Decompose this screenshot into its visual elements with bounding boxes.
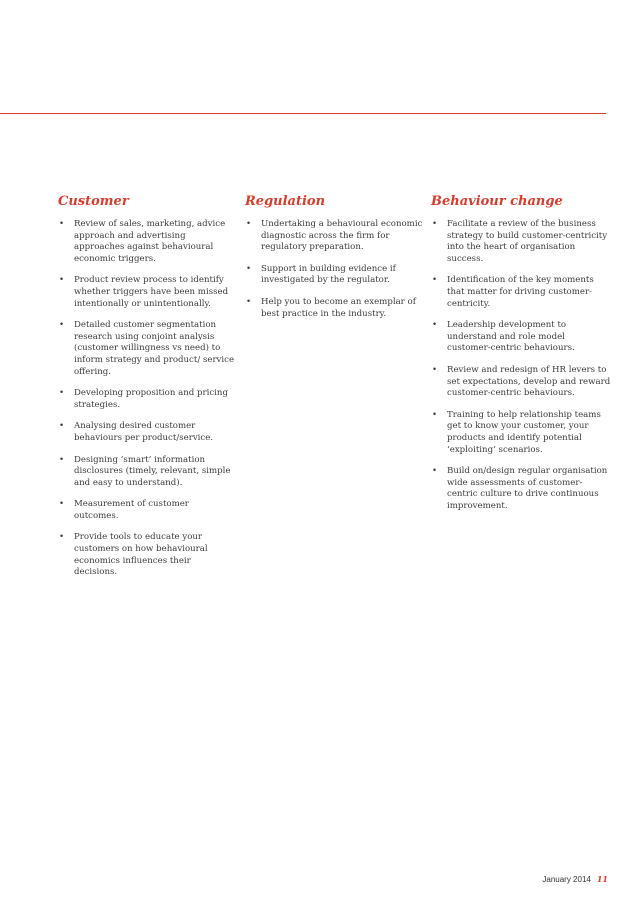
column-title: Behaviour change xyxy=(431,194,563,209)
bullet-icon: • xyxy=(246,296,252,307)
list-item: • Analysing desired customer behaviours per product/service. xyxy=(59,421,214,443)
bullet-icon: • xyxy=(59,219,65,229)
bullet-icon: • xyxy=(246,263,252,274)
top-divider-rule xyxy=(0,113,606,114)
column-title: Regulation xyxy=(245,194,326,209)
bullet-icon: • xyxy=(432,364,438,375)
list-item: • Undertaking a behavioural economic diagnostic across the firm for regulatory preparation. xyxy=(246,219,423,253)
bullet-list xyxy=(58,219,236,579)
bullet-icon: • xyxy=(59,320,65,331)
bullet-icon: • xyxy=(246,219,252,229)
list-item: • Support in building evidence if investigated by the regulator. xyxy=(246,263,396,286)
bullet-list xyxy=(245,219,423,320)
list-item: • Build on/design regular organisation wide assessments of customer-centric culture to drive continuous improvement. xyxy=(432,466,608,511)
list-item: • Leadership development to understand and role model customer-centric behaviours. xyxy=(432,320,575,354)
list-item: • Training to help relationship teams get to know your customer, your products and identify potential ‘exploiting’ scenarios. xyxy=(432,409,601,455)
bullet-icon: • xyxy=(432,275,438,286)
list-item: • Review of sales, marketing, advice approach and advertising approaches against behavioural economic triggers. xyxy=(59,219,226,264)
list-item: • Designing ‘smart’ information disclosures (timely, relevant, simple and easy to understand). xyxy=(59,454,231,488)
bullet-list xyxy=(431,219,611,512)
list-item: • Identification of the key moments that matter for driving customer-centricity. xyxy=(432,275,594,309)
list-item: • Product review process to identify whether triggers have been missed intentionally or unintentionally. xyxy=(59,275,229,309)
column-regulation xyxy=(245,194,423,330)
bullet-icon: • xyxy=(59,532,65,543)
bullet-icon: • xyxy=(432,466,438,477)
column-title: Customer xyxy=(58,194,129,209)
bullet-icon: • xyxy=(432,219,438,229)
list-item: • Developing proposition and pricing strategies. xyxy=(59,388,228,410)
bullet-icon: • xyxy=(59,454,65,465)
list-item: • Measurement of customer outcomes. xyxy=(59,499,189,521)
bullet-icon: • xyxy=(59,388,65,399)
column-customer xyxy=(58,194,236,589)
column-behaviour-change xyxy=(431,194,611,522)
list-item: • Facilitate a review of the business strategy to build customer-centricity into the heart of organisation success. xyxy=(432,219,608,264)
footer-date: January 2014 xyxy=(542,875,591,884)
page-footer xyxy=(542,874,608,885)
bullet-icon: • xyxy=(432,409,438,420)
list-item: • Provide tools to educate your customers on how behavioural economics influences their decisions. xyxy=(59,532,208,578)
bullet-icon: • xyxy=(59,275,65,286)
bullet-icon: • xyxy=(59,421,65,432)
bullet-icon: • xyxy=(432,320,438,331)
page-number: 11 xyxy=(596,874,608,884)
bullet-icon: • xyxy=(59,499,65,510)
list-item: • Help you to become an exemplar of best practice in the industry. xyxy=(246,296,416,319)
list-item: • Review and redesign of HR levers to set expectations, develop and reward customer-centric behaviours. xyxy=(432,364,611,399)
list-item: • Detailed customer segmentation research using conjoint analysis (customer willingness vs need) to inform strategy and product/ service offering. xyxy=(59,320,235,377)
